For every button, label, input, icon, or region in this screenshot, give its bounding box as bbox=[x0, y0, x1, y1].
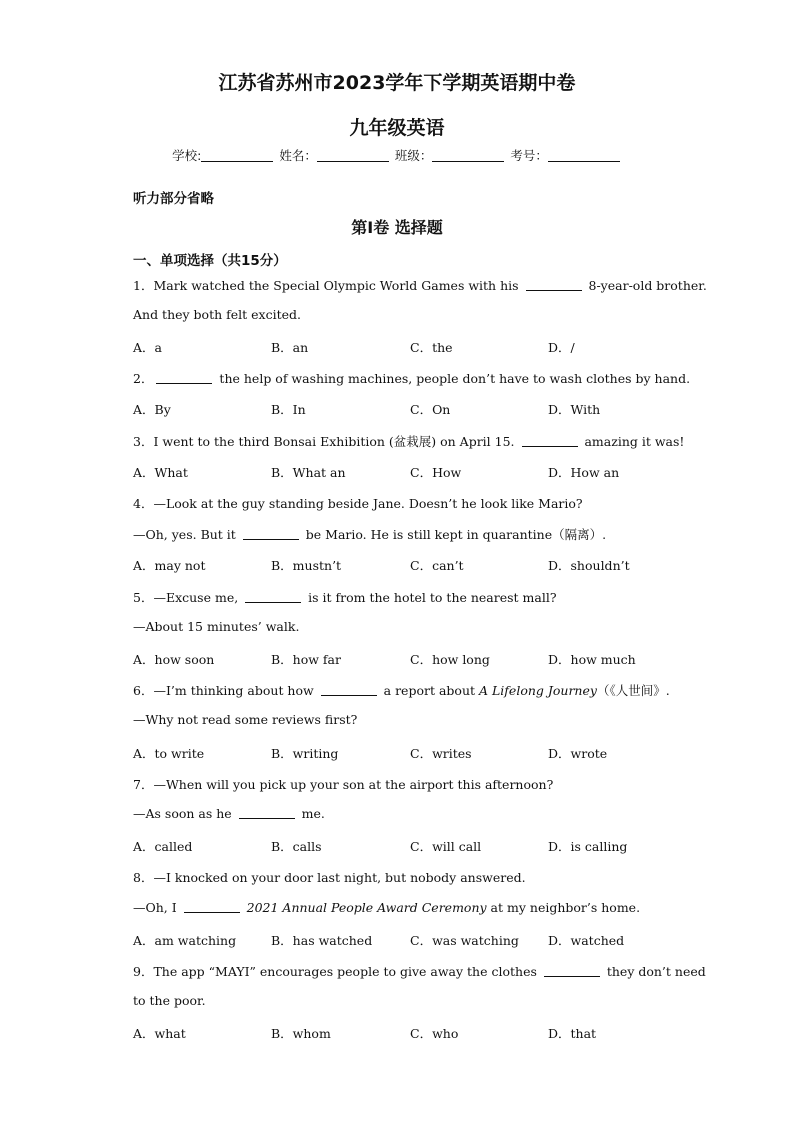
answer-blank bbox=[239, 807, 295, 819]
q1-option-d: D．/ bbox=[548, 340, 575, 355]
exam-number-label: 考号： bbox=[510, 148, 548, 163]
name-label: 姓名： bbox=[279, 148, 317, 163]
question-4-line-2: —Oh, yes. But it be Mario. He is still kept in quarantine（隔离）. bbox=[133, 527, 607, 542]
question-8-line-2: —Oh, I 2021 Annual People Award Ceremony at my neighbor’s home. bbox=[133, 900, 641, 915]
answer-blank bbox=[321, 684, 377, 696]
q9-option-c: C．who bbox=[410, 1026, 459, 1041]
q6-option-b: B．writing bbox=[271, 746, 339, 761]
q3-option-c: C．How bbox=[410, 465, 462, 480]
question-1-line-2: And they both felt excited. bbox=[133, 307, 301, 322]
question-4-line-1: 4．—Look at the guy standing beside Jane. Doesn’t he look like Mario? bbox=[133, 496, 583, 511]
question-1-line-1: 1．Mark watched the Special Olympic World Games with his 8-year-old brother. bbox=[133, 278, 707, 293]
volume-title: 第Ⅰ卷 选择题 bbox=[351, 218, 443, 237]
book-title: A Lifelong Journey bbox=[479, 683, 597, 698]
answer-blank bbox=[522, 435, 578, 447]
q6-option-d: D．wrote bbox=[548, 746, 608, 761]
q5-option-b: B．how far bbox=[271, 652, 341, 667]
exam-title: 江苏省苏州市2023学年下学期英语期中卷 bbox=[218, 72, 576, 94]
q7-option-c: C．will call bbox=[410, 839, 482, 854]
q5-option-d: D．how much bbox=[548, 652, 636, 667]
q7-option-d: D．is calling bbox=[548, 839, 628, 854]
answer-blank bbox=[526, 279, 582, 291]
q6-option-a: A．to write bbox=[133, 746, 205, 761]
q4-option-c: C．can’t bbox=[410, 558, 464, 573]
school-blank bbox=[201, 149, 273, 162]
question-7-line-2: —As soon as he me. bbox=[133, 806, 325, 821]
answer-blank bbox=[184, 901, 240, 913]
q9-option-a: A．what bbox=[133, 1026, 186, 1041]
answer-blank bbox=[156, 372, 212, 384]
q5-option-a: A．how soon bbox=[133, 652, 215, 667]
q8-option-c: C．was watching bbox=[410, 933, 519, 948]
class-label: 班级： bbox=[394, 148, 433, 163]
question-5-line-1: 5．—Excuse me, is it from the hotel to the nearest mall? bbox=[133, 590, 557, 605]
question-2-line-1: 2． the help of washing machines, people don’t have to wash clothes by hand. bbox=[133, 371, 691, 386]
student-info-row bbox=[0, 146, 794, 164]
exam-subtitle: 九年级英语 bbox=[349, 117, 445, 139]
q7-option-b: B．calls bbox=[271, 839, 322, 854]
event-title: 2021 Annual People Award Ceremony bbox=[246, 900, 487, 915]
q2-option-a: A．By bbox=[133, 402, 171, 417]
q1-option-a: A．a bbox=[133, 340, 162, 355]
q8-option-a: A．am watching bbox=[133, 933, 237, 948]
q3-option-a: A．What bbox=[133, 465, 188, 480]
q9-option-b: B．whom bbox=[271, 1026, 331, 1041]
q7-option-a: A．called bbox=[133, 839, 193, 854]
q4-option-d: D．shouldn’t bbox=[548, 558, 630, 573]
name-blank bbox=[317, 149, 389, 162]
listening-note: 听力部分省略 bbox=[133, 191, 214, 207]
answer-blank bbox=[245, 591, 301, 603]
q4-option-b: B．mustn’t bbox=[271, 558, 342, 573]
answer-blank bbox=[544, 965, 600, 977]
q2-option-b: B．In bbox=[271, 402, 306, 417]
question-6-line-2: —Why not read some reviews first? bbox=[133, 712, 358, 727]
q6-option-c: C．writes bbox=[410, 746, 472, 761]
q4-option-a: A．may not bbox=[133, 558, 206, 573]
school-label: 学校: bbox=[172, 148, 202, 163]
answer-blank bbox=[243, 528, 299, 540]
q8-option-d: D．watched bbox=[548, 933, 625, 948]
q1-option-c: C．the bbox=[410, 340, 453, 355]
question-7-line-1: 7．—When will you pick up your son at the airport this afternoon? bbox=[133, 777, 554, 792]
question-5-line-2: —About 15 minutes’ walk. bbox=[133, 619, 300, 634]
class-blank bbox=[432, 149, 504, 162]
q8-option-b: B．has watched bbox=[271, 933, 373, 948]
q2-option-d: D．With bbox=[548, 402, 601, 417]
exam-number-blank bbox=[548, 149, 620, 162]
q1-option-b: B．an bbox=[271, 340, 309, 355]
q3-option-d: D．How an bbox=[548, 465, 620, 480]
q3-option-b: B．What an bbox=[271, 465, 346, 480]
q2-option-c: C．On bbox=[410, 402, 451, 417]
question-9-line-1: 9．The app “MAYI” encourages people to give away the clothes they don’t need bbox=[133, 964, 706, 979]
q9-option-d: D．that bbox=[548, 1026, 597, 1041]
question-8-line-1: 8．—I knocked on your door last night, but nobody answered. bbox=[133, 870, 526, 885]
question-9-line-2: to the poor. bbox=[133, 993, 206, 1008]
question-3-line-1: 3．I went to the third Bonsai Exhibition (盆栽展) on April 15. amazing it was! bbox=[133, 434, 685, 449]
q5-option-c: C．how long bbox=[410, 652, 490, 667]
question-6-line-1: 6．—I’m thinking about how a report about A Lifelong Journey（《人世间》. bbox=[133, 683, 670, 698]
section-title: 一、单项选择（共15分） bbox=[133, 253, 287, 269]
